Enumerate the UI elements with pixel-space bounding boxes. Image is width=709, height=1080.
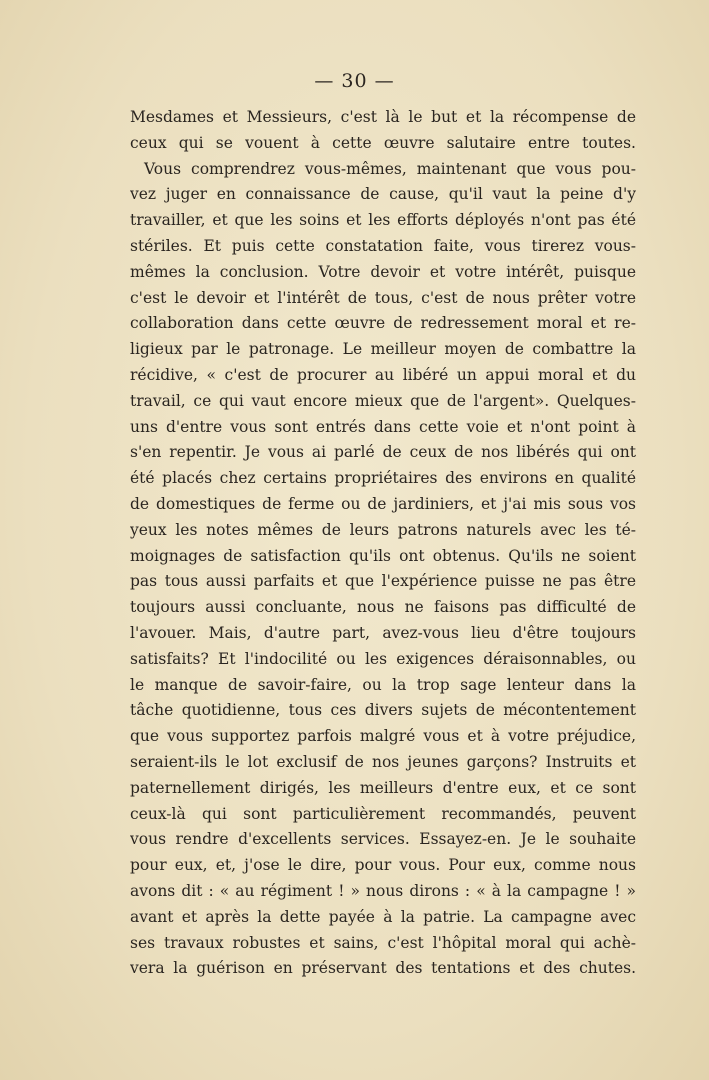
text-line: stériles. Et puis cette constatation faite, vous tirerez vous-	[130, 236, 636, 255]
text-line: vera la guérison en préservant des tentations et des chutes.	[130, 959, 636, 978]
text-line: ligieux par le patronage. Le meilleur moyen de combattre la	[130, 340, 636, 359]
text-line: avons dit : « au régiment ! » nous dirons : « à la campagne ! »	[130, 881, 636, 900]
text-line: s'en repentir. Je vous ai parlé de ceux de nos libérés qui ont	[130, 443, 636, 462]
text-line: yeux les notes mêmes de leurs patrons naturels avec les té-	[130, 520, 636, 539]
text-line: c'est le devoir et l'intérêt de tous, c'est de nous prêter votre	[130, 288, 636, 307]
text-line: travail, ce qui vaut encore mieux que de l'argent». Quelques-	[130, 391, 636, 410]
text-line: Vous comprendrez vous-mêmes, maintenant que vous pou-	[144, 159, 636, 178]
text-line: satisfaits? Et l'indocilité ou les exigences déraisonnables, ou	[130, 649, 636, 668]
text-line: récidive, « c'est de procurer au libéré un appui moral et du	[130, 365, 636, 384]
text-line: l'avouer. Mais, d'autre part, avez-vous lieu d'être toujours	[130, 623, 636, 642]
text-line: été placés chez certains propriétaires des environs en qualité	[130, 469, 636, 488]
text-line: collaboration dans cette œuvre de redressement moral et re-	[130, 314, 636, 333]
text-line: uns d'entre vous sont entrés dans cette voie et n'ont point à	[130, 417, 636, 436]
text-line: ceux qui se vouent à cette œuvre salutaire entre toutes.	[130, 133, 636, 152]
text-line: avant et après la dette payée à la patrie. La campagne avec	[130, 907, 636, 926]
text-line: vez juger en connaissance de cause, qu'il vaut la peine d'y	[130, 185, 636, 204]
text-line: mêmes la conclusion. Votre devoir et votre intérêt, puisque	[130, 262, 636, 281]
text-line: paternellement dirigés, les meilleurs d'entre eux, et ce sont	[130, 778, 636, 797]
text-line: toujours aussi concluante, nous ne faisons pas difficulté de	[130, 598, 636, 617]
text-line: moignages de satisfaction qu'ils ont obtenus. Qu'ils ne soient	[130, 546, 636, 565]
text-line: tâche quotidienne, tous ces divers sujets de mécontentement	[130, 701, 636, 720]
text-line: seraient-ils le lot exclusif de nos jeunes garçons? Instruits et	[130, 752, 636, 771]
text-line: travailler, et que les soins et les efforts déployés n'ont pas été	[130, 211, 636, 230]
text-line: vous rendre d'excellents services. Essayez-en. Je le souhaite	[130, 830, 636, 849]
text-line: ses travaux robustes et sains, c'est l'hôpital moral qui achè-	[130, 933, 636, 952]
text-line: que vous supportez parfois malgré vous et à votre préjudice,	[130, 727, 636, 746]
text-line: pas tous aussi parfaits et que l'expérience puisse ne pas être	[130, 572, 636, 591]
text-line: ceux-là qui sont particulièrement recommandés, peuvent	[130, 804, 636, 823]
text-line: Mesdames et Messieurs, c'est là le but et la récompense de	[130, 108, 636, 126]
text-line: de domestiques de ferme ou de jardiniers, et j'ai mis sous vos	[130, 494, 636, 513]
page-number: — 30 —	[314, 70, 395, 92]
text-line: pour eux, et, j'ose le dire, pour vous. Pour eux, comme nous	[130, 856, 636, 875]
text-line: le manque de savoir-faire, ou la trop sage lenteur dans la	[130, 675, 636, 694]
body-text	[130, 105, 636, 982]
